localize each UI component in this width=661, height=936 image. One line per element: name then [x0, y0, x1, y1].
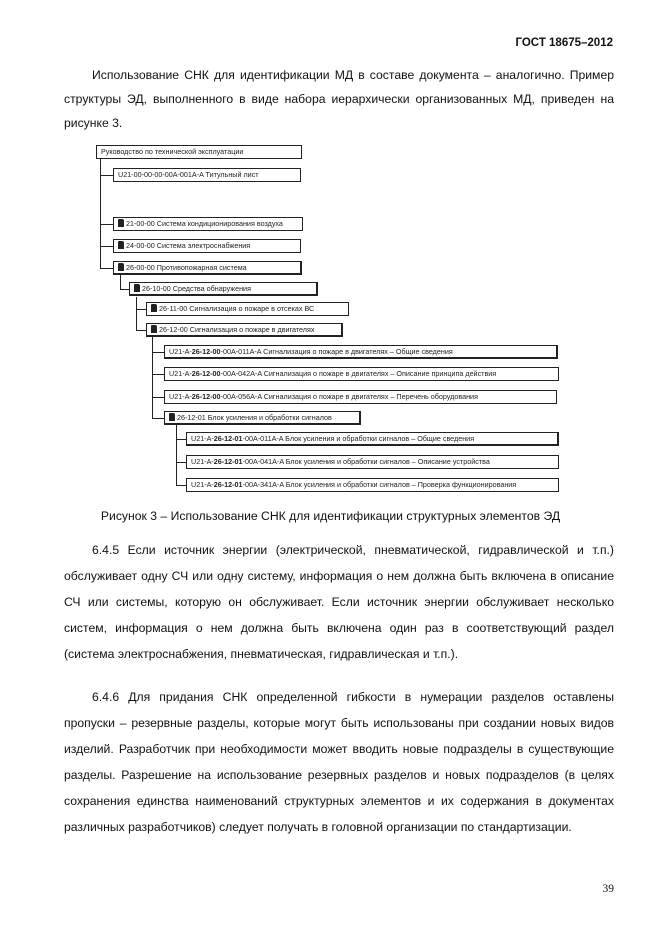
system-21-node: 21-00-00 Система кондиционирования воздуха	[113, 217, 303, 231]
folder-icon	[118, 263, 124, 271]
module-2612-011: U21-A-26-12-00-00A-011A-A Сигнализация о пожаре в двигателях – Общие сведения	[164, 345, 558, 359]
folder-icon	[169, 413, 175, 421]
connector	[176, 425, 177, 485]
connector	[100, 268, 113, 269]
page-number: 39	[602, 883, 614, 895]
connector	[120, 275, 121, 289]
subsystem-2611-node: 26-11-00 Сигнализация о пожаре в отсеках ВС	[146, 302, 349, 316]
figure-caption: Рисунок 3 – Использование СНК для идентификации структурных элементов ЭД	[100, 509, 561, 523]
folder-icon	[118, 241, 124, 249]
system-26-node: 26-00-00 Противопожарная система	[113, 261, 302, 275]
connector	[136, 330, 146, 331]
module-2612-042: U21-A-26-12-00-00A-042A-A Сигнализация о пожаре в двигателях – Описание принципа действия	[164, 367, 559, 381]
intro-paragraph: Использование СНК для идентификации МД в составе документа – аналогично. Пример структуры ЭД, выполненного в виде набора иерархически организованных МД, приведен на рисунке 3.	[64, 68, 614, 130]
module-2612-056: U21-A-26-12-00-00A-056A-A Сигнализация о пожаре в двигателях – Перечень оборудования	[164, 390, 557, 404]
module-261201-041: U21-A-26-12-01-00A-041A-A Блок усиления и обработки сигналов – Описание устройства	[186, 455, 559, 469]
connector	[136, 297, 137, 330]
connector	[152, 374, 164, 375]
folder-icon	[134, 284, 140, 292]
subsystem-2610-node: 26-10-00 Средства обнаружения	[129, 282, 318, 296]
subsystem-261201-node: 26-12-01 Блок усиления и обработки сигналов	[164, 411, 361, 425]
paragraph-6-4-6: 6.4.6 Для придания СНК определенной гибкости в нумерации разделов оставлены пропуски – резервные разделы, которые могут быть использованы при создании новых видов изделий. Разработчик при необходимости может вводить новые подразделы в существующие разделы. Разрешение на использование резервных разделов и новых подразделов (в целях сохранения единства наименований структурных элементов и их содержания в документах различных разработчиков) следует получать в головной организации по стандартизации.	[64, 690, 614, 834]
connector	[152, 352, 164, 353]
paragraph-6-4-5: 6.4.5 Если источник энергии (электрической, пневматической, гидравлической и т.п.) обслуживает одну СЧ или одну систему, информация о нем должна быть включена в описание СЧ или системы, которую он обслуживает. Если источник энергии обслуживает несколько систем, информация о нем должна быть включена один раз в соответствующий раздел (система электроснабжения, пневматическая, гидравлическая и т.п.).	[64, 543, 614, 661]
connector	[100, 175, 113, 176]
connector	[100, 246, 113, 247]
connector	[176, 485, 186, 486]
module-261201-341: U21-A-26-12-01-00A-341A-A Блок усиления и обработки сигналов – Проверка функционирования	[186, 478, 559, 492]
subsystem-2612-node: 26-12-00 Сигнализация о пожаре в двигателях	[146, 323, 343, 337]
folder-icon	[151, 325, 157, 333]
connector	[152, 337, 153, 418]
root-node: Руководство по технической эксплуатации	[96, 145, 302, 159]
title-page-node: U21-00-00-00-00A-001A-A Титульный лист	[113, 168, 301, 182]
standard-header: ГОСТ 18675–2012	[515, 37, 613, 49]
connector	[152, 418, 164, 419]
connector	[136, 309, 146, 310]
connector	[100, 224, 113, 225]
folder-icon	[118, 219, 124, 227]
module-261201-011: U21-A-26-12-01-00A-011A-A Блок усиления и обработки сигналов – Общие сведения	[186, 432, 559, 446]
connector	[120, 289, 129, 290]
system-24-node: 24-00-00 Система электроснабжения	[113, 239, 301, 253]
connector	[152, 397, 164, 398]
connector	[176, 439, 186, 440]
folder-icon	[151, 304, 157, 312]
connector	[176, 462, 186, 463]
